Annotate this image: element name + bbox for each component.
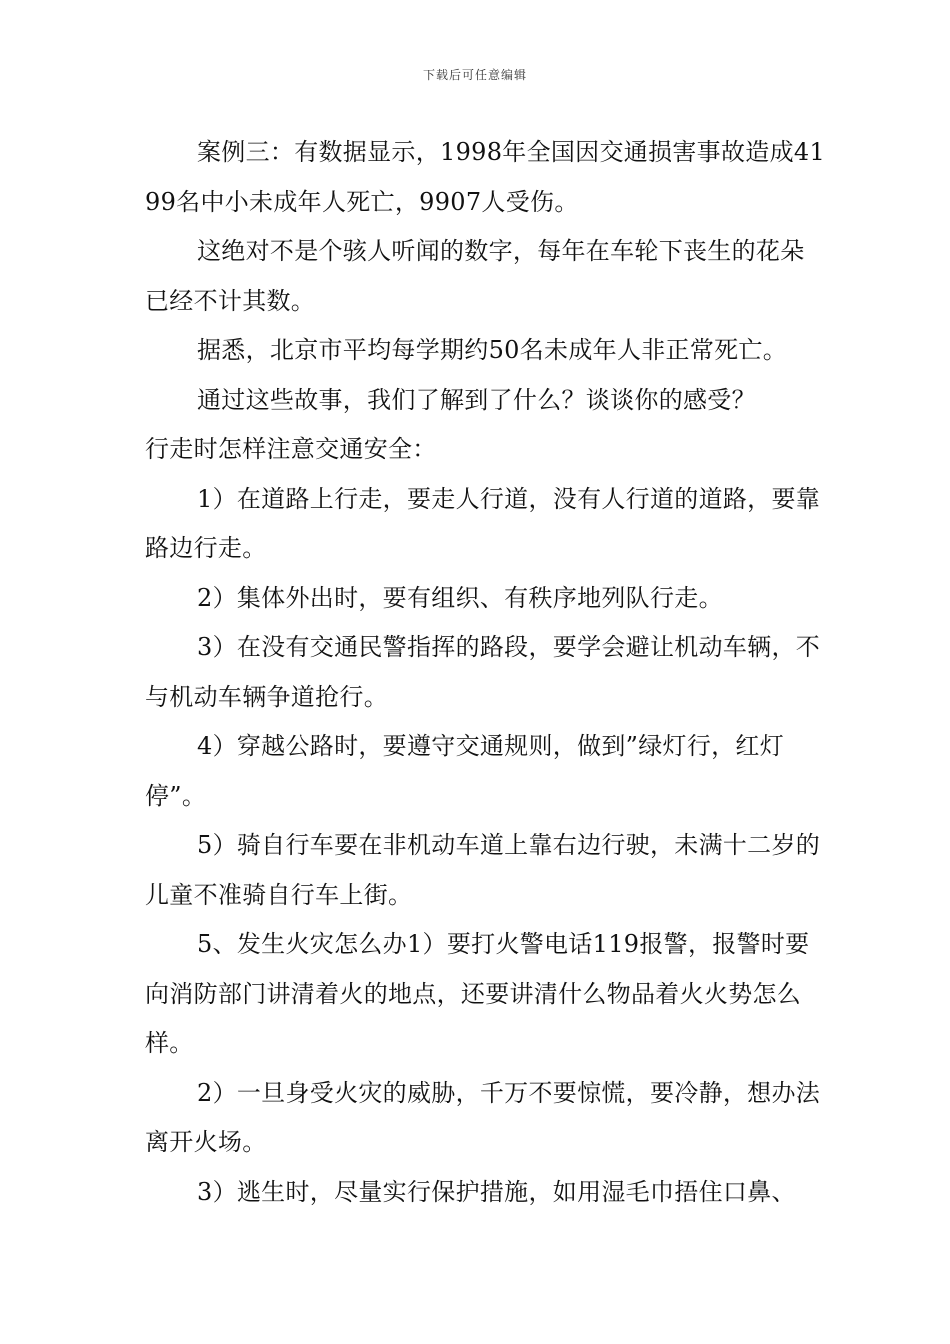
list-item-cycling-rules: 5）骑自行车要在非机动车道上靠右边行驶，未满十二岁的儿童不准骑自行车上街。 bbox=[145, 831, 821, 909]
list-item-group-outing: 2）集体外出时，要有组织、有秩序地列队行走。 bbox=[197, 583, 723, 612]
paragraph-case-three: 案例三：有数据显示，1998年全国因交通损害事故造成4199名中小未成年人死亡，9907人受伤。 bbox=[145, 138, 826, 216]
list-item-avoid-vehicles: 3）在没有交通民警指挥的路段，要学会避让机动车辆，不与机动车辆争道抢行。 bbox=[145, 633, 821, 711]
paragraph-fire-emergency: 5、发生火灾怎么办1）要打火警电话119报警，报警时要向消防部门讲清着火的地点，还要讲清什么物品着火火势怎么样。 bbox=[145, 930, 810, 1057]
list-item-traffic-lights: 4）穿越公路时，要遵守交通规则，做到”绿灯行，红灯停”。 bbox=[145, 732, 785, 810]
list-item-escape-protection: 3）逃生时，尽量实行保护措施，如用湿毛巾捂住口鼻、 bbox=[197, 1177, 796, 1206]
list-item-walk-sidewalk: 1）在道路上行走，要走人行道，没有人行道的道路，要靠路边行走。 bbox=[145, 484, 821, 562]
list-item-stay-calm: 2）一旦身受火灾的威胁，千万不要惊慌，要冷静，想办法离开火场。 bbox=[145, 1078, 821, 1156]
section-heading-walking-safety: 行走时怎样注意交通安全： bbox=[145, 435, 437, 463]
paragraph-discussion-question: 通过这些故事，我们了解到了什么？谈谈你的感受？ bbox=[197, 385, 756, 414]
document-body bbox=[145, 128, 825, 1217]
page-header: 下载后可任意编辑 bbox=[422, 68, 527, 82]
paragraph-statistic-comment: 这绝对不是个骇人听闻的数字，每年在车轮下丧生的花朵已经不计其数。 bbox=[145, 237, 805, 315]
paragraph-beijing-statistic: 据悉，北京市平均每学期约50名未成年人非正常死亡。 bbox=[197, 336, 788, 364]
